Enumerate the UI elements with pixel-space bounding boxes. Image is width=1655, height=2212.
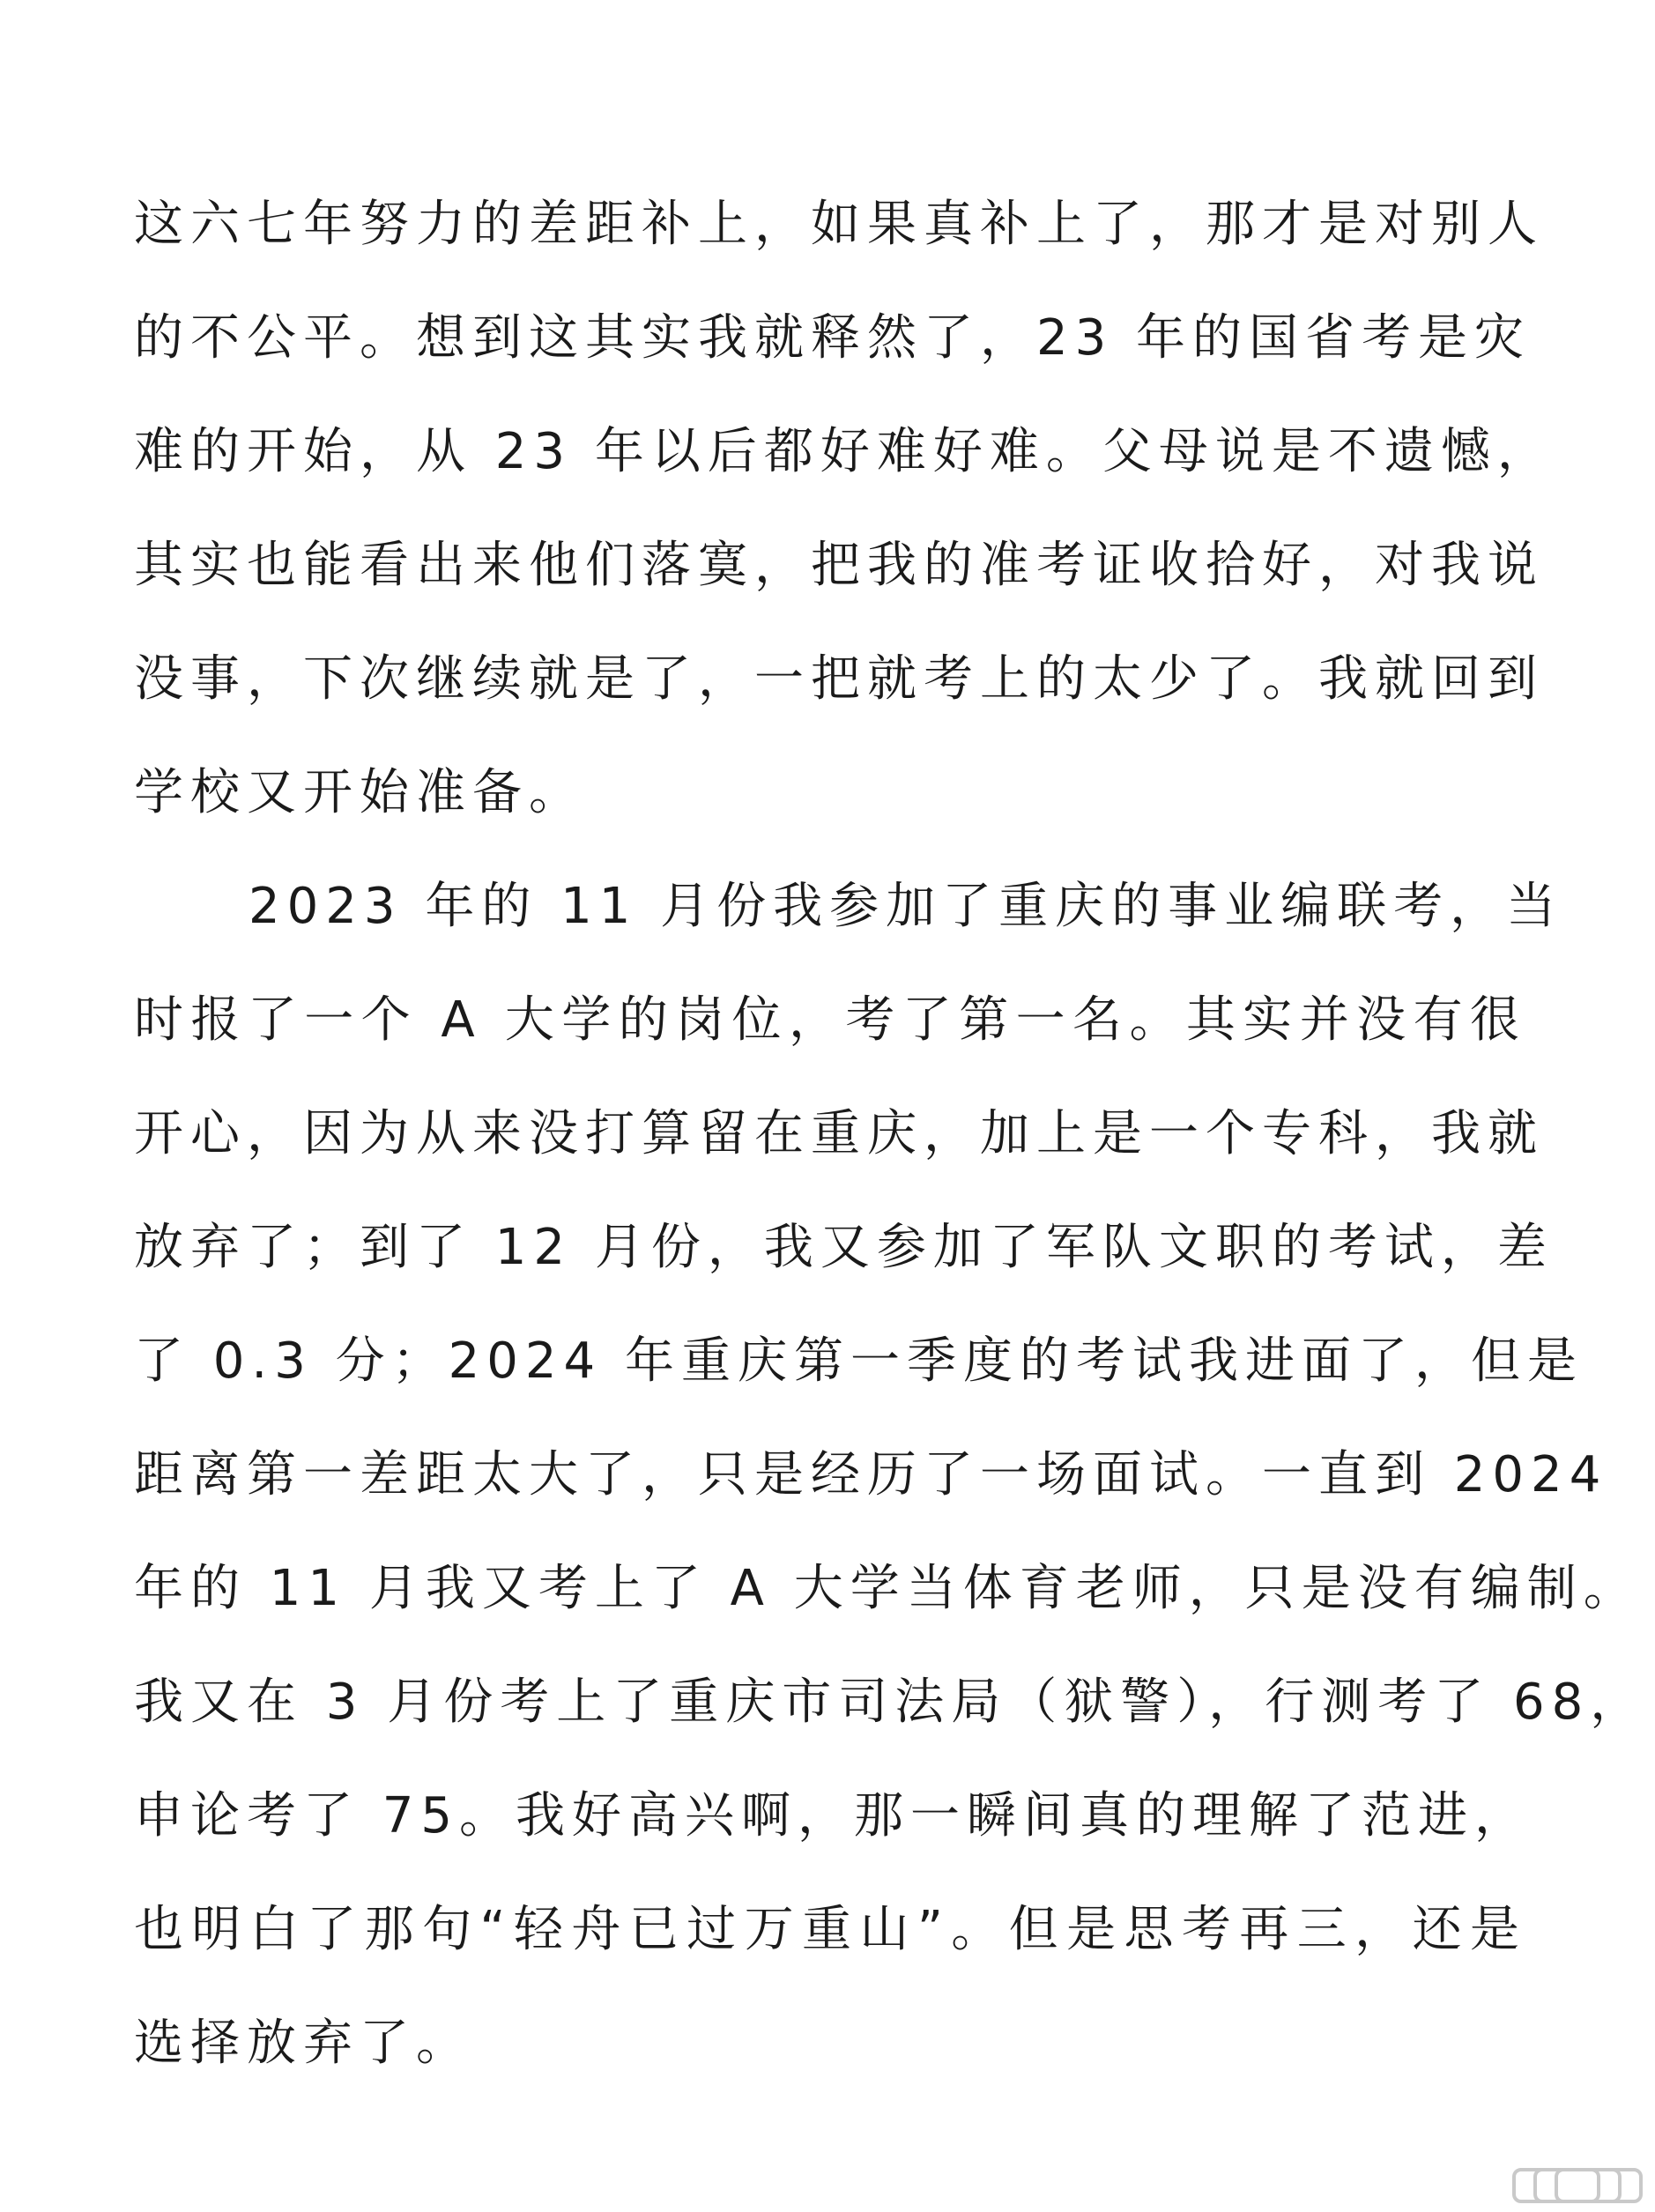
document-body xyxy=(134,167,1647,2100)
paragraph-line: 2023 年的 11 月份我参加了重庆的事业编联考，当 xyxy=(249,878,1563,935)
paragraph-line: 放弃了；到了 12 月份，我又参加了军队文职的考试，差 xyxy=(134,1219,1554,1276)
paragraph-line: 开心，因为从来没打算留在重庆，加上是一个专科，我就 xyxy=(134,1105,1544,1162)
paragraph-line: 申论考了 75。我好高兴啊，那一瞬间真的理解了范进， xyxy=(134,1787,1532,1845)
paragraph-line: 其实也能看出来他们落寞，把我的准考证收拾好，对我说 xyxy=(134,537,1544,594)
paragraph-line: 也明白了那句“轻舟已过万重山”。但是思考再三，还是 xyxy=(134,1901,1526,1958)
paragraph-line: 年的 11 月我又考上了 A 大学当体育老师，只是没有编制。 xyxy=(134,1560,1640,1617)
paragraph-line: 这六七年努力的差距补上，如果真补上了，那才是对别人 xyxy=(134,196,1544,253)
paragraph-line: 时报了一个 A 大学的岗位，考了第一名。其实并没有很 xyxy=(134,991,1526,1049)
paragraph-line: 我又在 3 月份考上了重庆市司法局（狱警），行测考了 68， xyxy=(134,1674,1647,1731)
paragraph-line: 选择放弃了。 xyxy=(134,2015,472,2072)
paragraph-line: 了 0.3 分；2024 年重庆第一季度的考试我进面了，但是 xyxy=(134,1332,1584,1390)
paragraph-line: 的不公平。想到这其实我就释然了，23 年的国省考是灾 xyxy=(134,309,1532,367)
watermark-icon xyxy=(1512,2166,1644,2205)
paragraph-line: 难的开始，从 23 年以后都好难好难。父母说是不遗憾， xyxy=(134,423,1554,480)
watermark-shape xyxy=(1535,2170,1620,2201)
paragraph-line: 学校又开始准备。 xyxy=(134,764,585,821)
paragraph-2 xyxy=(134,850,1647,2100)
paragraph-line: 没事，下次继续就是了，一把就考上的太少了。我就回到 xyxy=(134,650,1544,708)
paragraph-line: 距离第一差距太大了，只是经历了一场面试。一直到 2024 xyxy=(134,1446,1608,1503)
paragraph-1 xyxy=(134,167,1554,850)
